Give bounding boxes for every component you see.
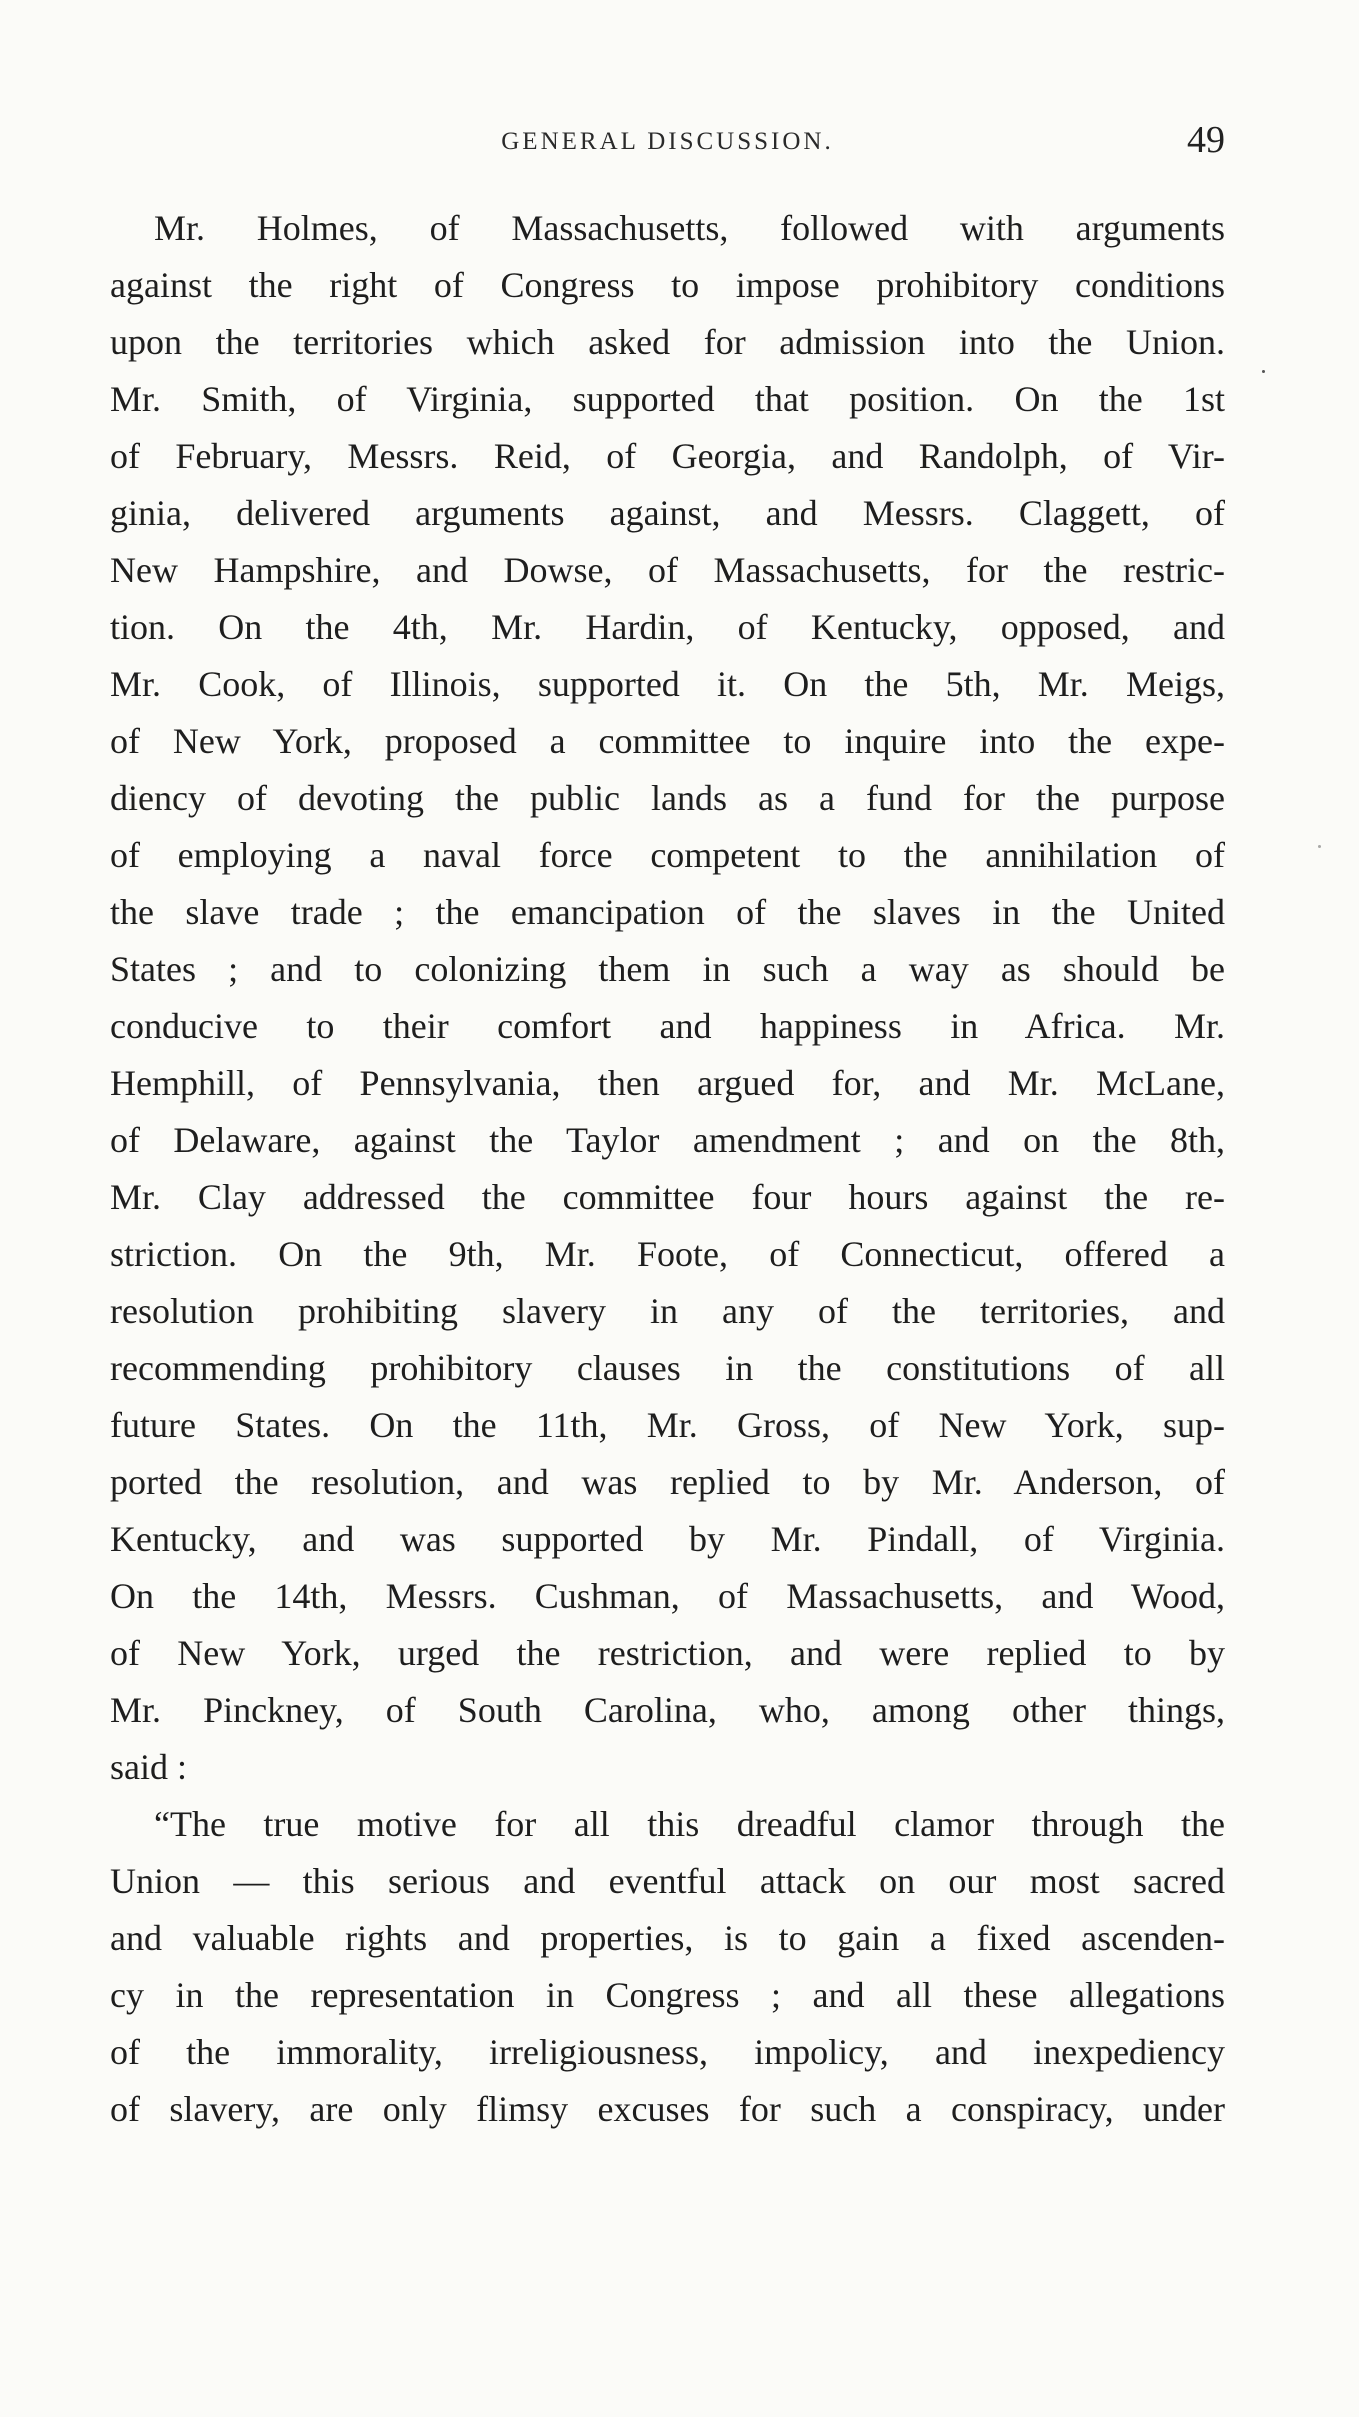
- text-line: States ; and to colonizing them in such a way as should be: [110, 949, 1225, 989]
- quote-line: Union — this serious and eventful attack on our most sacred: [110, 1861, 1225, 1901]
- text-line: ginia, delivered arguments against, and Messrs. Claggett, of: [110, 493, 1225, 533]
- running-title: GENERAL DISCUSSION.: [501, 128, 834, 155]
- text-line: the slave trade ; the emancipation of the slaves in the United: [110, 892, 1225, 932]
- paper-speck: [1318, 845, 1321, 848]
- running-head: [110, 118, 1225, 168]
- text-line: of employing a naval force competent to the annihilation of: [110, 835, 1225, 875]
- text-line: resolution prohibiting slavery in any of the territories, and: [110, 1291, 1225, 1331]
- text-line: striction. On the 9th, Mr. Foote, of Connecticut, offered a: [110, 1234, 1225, 1274]
- text-line: Hemphill, of Pennsylvania, then argued for, and Mr. McLane,: [110, 1063, 1225, 1103]
- text-line: tion. On the 4th, Mr. Hardin, of Kentucky, opposed, and: [110, 607, 1225, 647]
- text-line: ported the resolution, and was replied to by Mr. Anderson, of: [110, 1462, 1225, 1502]
- text-line: of Delaware, against the Taylor amendment ; and on the 8th,: [110, 1120, 1225, 1160]
- text-line: recommending prohibitory clauses in the constitutions of all: [110, 1348, 1225, 1388]
- text-line: upon the territories which asked for admission into the Union.: [110, 322, 1225, 362]
- text-line: of New York, urged the restriction, and were replied to by: [110, 1633, 1225, 1673]
- text-line: conducive to their comfort and happiness in Africa. Mr.: [110, 1006, 1225, 1046]
- text-line: diency of devoting the public lands as a fund for the purpose: [110, 778, 1225, 818]
- text-line: against the right of Congress to impose prohibitory conditions: [110, 265, 1225, 305]
- text-line: On the 14th, Messrs. Cushman, of Massachusetts, and Wood,: [110, 1576, 1225, 1616]
- text-line: Mr. Holmes, of Massachusetts, followed with arguments: [154, 208, 1225, 248]
- quote-line: cy in the representation in Congress ; and all these allegations: [110, 1975, 1225, 2015]
- paper-speck: [1262, 370, 1265, 373]
- text-line: future States. On the 11th, Mr. Gross, of New York, sup-: [110, 1405, 1225, 1445]
- text-line: Mr. Cook, of Illinois, supported it. On the 5th, Mr. Meigs,: [110, 664, 1225, 704]
- quote-line: and valuable rights and properties, is to gain a fixed ascenden-: [110, 1918, 1225, 1958]
- quote-line: of slavery, are only flimsy excuses for such a conspiracy, under: [110, 2089, 1225, 2129]
- page-number: 49: [1187, 119, 1225, 161]
- text-line: of February, Messrs. Reid, of Georgia, and Randolph, of Vir-: [110, 436, 1225, 476]
- quote-line: “The true motive for all this dreadful clamor through the: [154, 1804, 1225, 1844]
- text-line: New Hampshire, and Dowse, of Massachusetts, for the restric-: [110, 550, 1225, 590]
- text-line: Mr. Pinckney, of South Carolina, who, among other things,: [110, 1690, 1225, 1730]
- text-line: of New York, proposed a committee to inquire into the expe-: [110, 721, 1225, 761]
- quote-line: of the immorality, irreligiousness, impolicy, and inexpediency: [110, 2032, 1225, 2072]
- text-line: Mr. Smith, of Virginia, supported that position. On the 1st: [110, 379, 1225, 419]
- body-text: [110, 200, 1225, 2138]
- text-line: said :: [110, 1747, 187, 1787]
- text-line: Kentucky, and was supported by Mr. Pindall, of Virginia.: [110, 1519, 1225, 1559]
- text-line: Mr. Clay addressed the committee four hours against the re-: [110, 1177, 1225, 1217]
